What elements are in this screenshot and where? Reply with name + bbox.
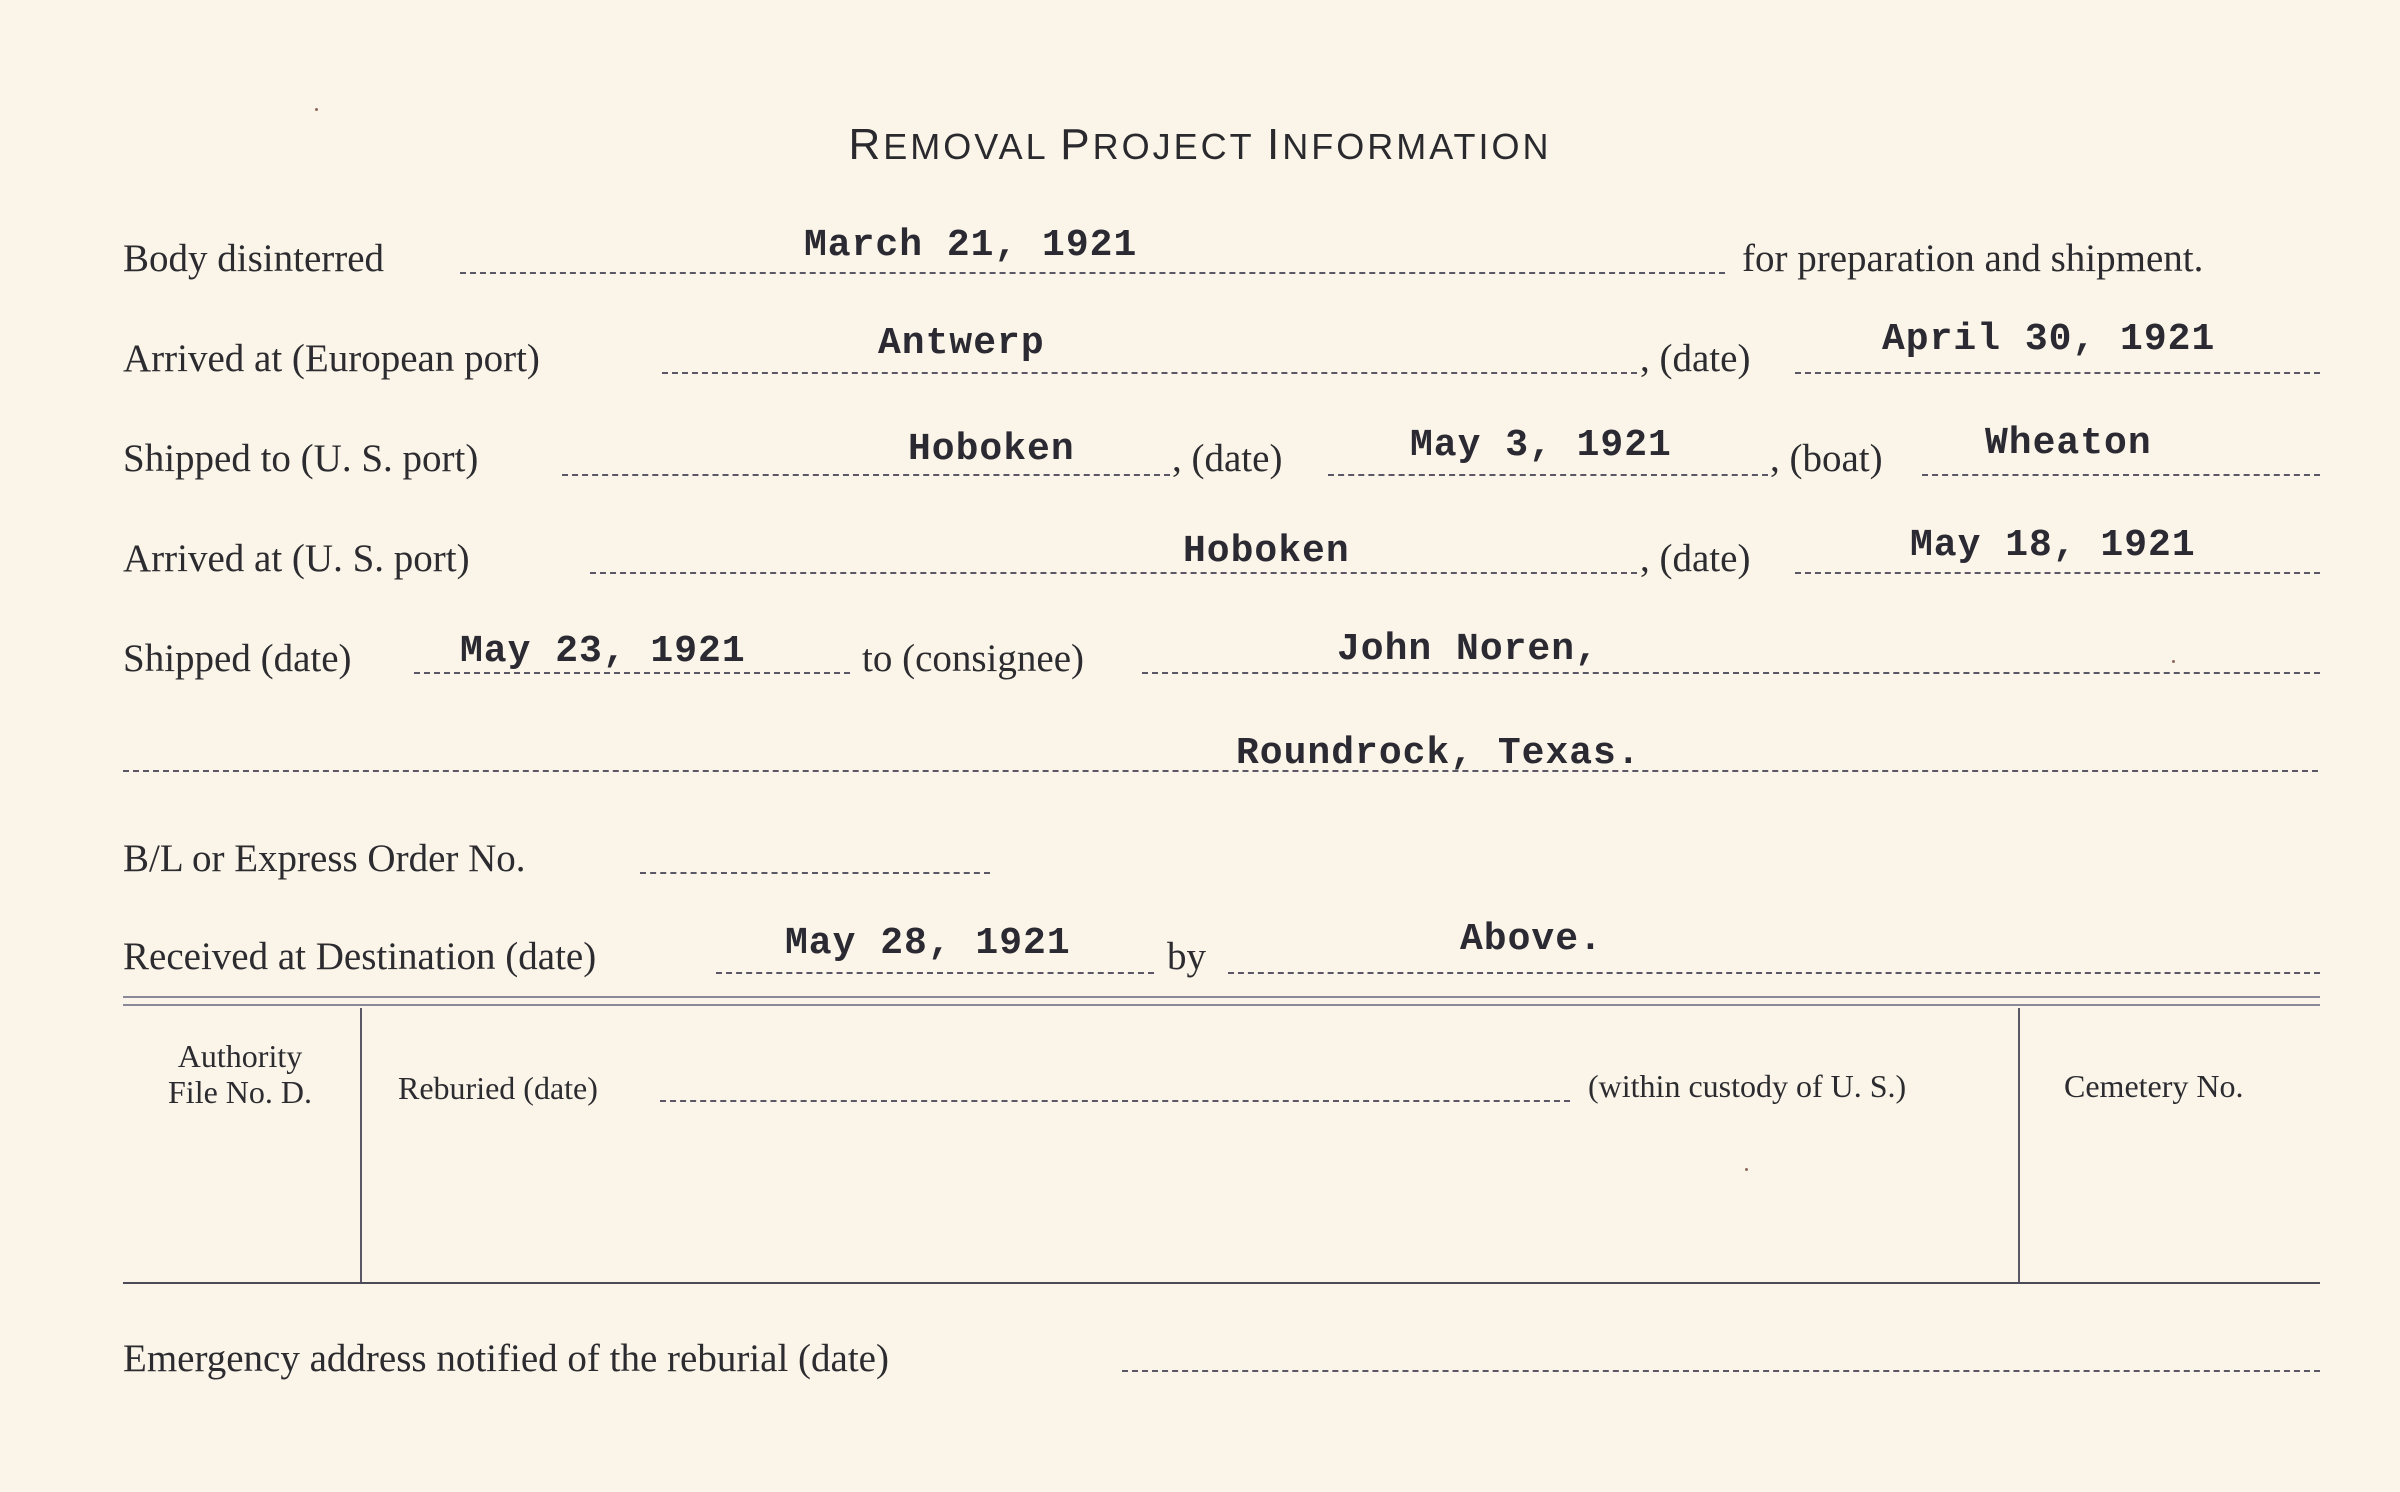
boat-field-line (1922, 474, 2320, 476)
bl-order-label: B/L or Express Order No. (123, 837, 526, 880)
european-date-value: April 30, 1921 (1882, 318, 2216, 361)
us-port-date-field-line (1795, 572, 2320, 574)
bl-order-field-line (640, 872, 990, 874)
us-port-date-value: May 18, 1921 (1910, 524, 2196, 567)
received-label: Received at Destination (date) (123, 935, 597, 978)
consignee-field-line (1142, 672, 2320, 674)
lower-section-rule (123, 1282, 2320, 1284)
shipped-to-port-value: Hoboken (908, 428, 1075, 471)
shipped-to-date-field-line (1328, 474, 1768, 476)
us-port-date-label: , (date) (1640, 537, 1751, 580)
boat-label: , (boat) (1770, 437, 1883, 480)
disinterred-label: Body disinterred (123, 237, 385, 280)
double-rule-top (123, 996, 2320, 998)
european-port-label: Arrived at (European port) (123, 337, 540, 380)
shipped-to-date-label: , (date) (1172, 437, 1283, 480)
reburied-label: Reburied (date) (398, 1070, 598, 1106)
authority-label-line1: Authority (177, 1038, 303, 1074)
authority-label-line2: File No. D. (168, 1074, 312, 1110)
received-by-value: Above. (1460, 918, 1603, 961)
shipped-date-label: Shipped (date) (123, 637, 352, 680)
emergency-field-line (1122, 1370, 2320, 1372)
shipped-date-value: May 23, 1921 (460, 630, 746, 673)
shipped-to-date-value: May 3, 1921 (1410, 424, 1672, 467)
column-divider-right (2018, 1008, 2020, 1282)
shipped-to-port-field-line (562, 474, 1170, 476)
received-by-label: by (1167, 935, 1206, 978)
received-date-field-line (716, 972, 1154, 974)
disinterred-date-value: March 21, 1921 (804, 224, 1138, 267)
paper-speck (2172, 660, 2175, 663)
received-by-field-line (1228, 972, 2320, 974)
address-field-line (123, 770, 2318, 772)
european-date-field-line (1795, 372, 2320, 374)
received-date-value: May 28, 1921 (785, 922, 1071, 965)
european-port-value: Antwerp (878, 322, 1045, 365)
european-port-field-line (662, 372, 1637, 374)
paper-speck (1745, 1168, 1748, 1171)
boat-value: Wheaton (1985, 422, 2152, 465)
double-rule-bottom (123, 1004, 2320, 1006)
cemetery-no-label: Cemetery No. (2064, 1068, 2244, 1104)
us-port-label: Arrived at (U. S. port) (123, 537, 470, 580)
emergency-label: Emergency address notified of the reburial (date) (123, 1337, 889, 1380)
form-title: REMOVAL PROJECT INFORMATION (848, 120, 1552, 169)
paper-speck (315, 108, 318, 111)
custody-label: (within custody of U. S.) (1588, 1068, 1907, 1104)
reburied-field-line (660, 1100, 1570, 1102)
us-port-value: Hoboken (1183, 530, 1350, 573)
disinterred-suffix: for preparation and shipment. (1742, 237, 2204, 280)
consignee-address-value: Roundrock, Texas. (1236, 732, 1641, 775)
consignee-value: John Noren, (1337, 628, 1599, 671)
us-port-field-line (590, 572, 1637, 574)
disinterred-field-line (460, 272, 1725, 274)
consignee-label: to (consignee) (862, 637, 1085, 680)
european-date-label: , (date) (1640, 337, 1751, 380)
shipped-to-label: Shipped to (U. S. port) (123, 437, 479, 480)
column-divider-left (360, 1008, 362, 1282)
